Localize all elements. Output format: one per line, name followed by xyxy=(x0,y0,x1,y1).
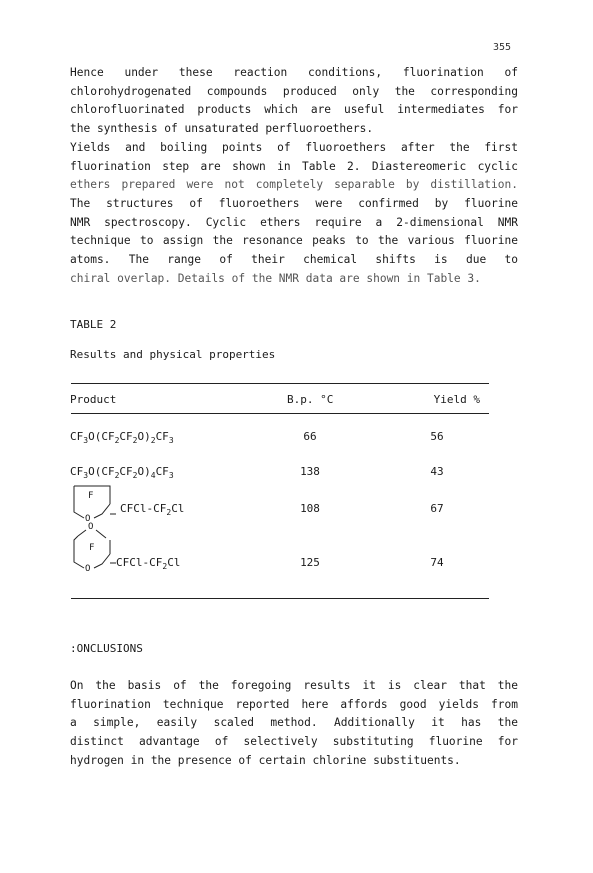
text-line: ethers prepared were not completely separable by distillation. xyxy=(70,178,518,192)
table-row-2-bp: 138 xyxy=(300,465,320,478)
table-row-3-yield: 67 xyxy=(430,502,444,515)
header-yield: Yield % xyxy=(433,393,480,406)
table-label: TABLE 2 xyxy=(70,318,117,331)
conclusions-paragraph xyxy=(70,677,518,771)
ring-atom-label: O xyxy=(88,522,94,532)
text-line: Hence under these reaction conditions, fluorination of xyxy=(70,66,518,79)
text-line: a simple, easily scaled method. Additionally it has the xyxy=(70,716,518,730)
table-row-3-bp: 108 xyxy=(300,502,320,515)
ring-atom-label: F xyxy=(88,491,94,501)
header-bp: B.p. °C xyxy=(287,393,334,406)
text-line: hydrogen in the presence of certain chlorine substituents. xyxy=(70,753,461,767)
table-row-4-bp: 125 xyxy=(300,556,320,569)
paragraph-1 xyxy=(70,64,518,139)
conclusions-heading: :ONCLUSIONS xyxy=(70,642,143,655)
table-bottom-rule xyxy=(71,598,489,599)
table-row-1-bp: 66 xyxy=(303,430,317,443)
text-line: Yields and boiling points of fluoroethers after the first xyxy=(70,141,518,154)
table-header-rule xyxy=(71,413,489,414)
table-row-4-substituent: CFCl-$CF_2Cl$ xyxy=(116,556,181,571)
text-line: The structures of fluoroethers were confirmed by fluorine xyxy=(70,197,518,210)
text-line: On the basis of the foregoing results it is clear that the xyxy=(70,679,518,692)
text-line: distinct advantage of selectively substituting fluorine for xyxy=(70,735,518,749)
ring-atom-label: F xyxy=(89,543,95,553)
header-product: Product xyxy=(70,393,117,406)
text-line: chiral overlap. Details of the NMR data are shown in Table 3. xyxy=(70,271,481,285)
table-row-2-product: $CF_3O(CF_2CF_2O)_4CF_3$ xyxy=(70,465,174,480)
paragraph-2 xyxy=(70,139,518,195)
text-line: atoms. The range of their chemical shifts is due to xyxy=(70,253,518,267)
text-line: technique to assign the resonance peaks to the various fluorine xyxy=(70,234,518,248)
table-row-1-product: $CF_3O(CF_2CF_2O)_2CF_3$ xyxy=(70,430,174,445)
text-line: fluorination step are shown in Table 2. Diastereomeric cyclic xyxy=(70,159,518,173)
text-line: chlorohydrogenated compounds produced only the corresponding xyxy=(70,84,518,98)
text-line: chlorofluorinated products which are useful intermediates for xyxy=(70,103,518,117)
table-row-2-yield: 43 xyxy=(430,465,444,478)
page-number: 355 xyxy=(492,42,511,53)
table-row-1-yield: 56 xyxy=(430,430,444,443)
text-line: fluorination technique reported here affords good yields from xyxy=(70,697,518,711)
ring-atom-label: O xyxy=(85,514,91,524)
table-top-rule xyxy=(71,383,489,384)
paragraph-3 xyxy=(70,195,518,289)
text-line: the synthesis of unsaturated perfluoroethers. xyxy=(70,122,374,136)
ring-atom-label: O xyxy=(85,564,91,574)
table-row-3-substituent: CFCl-$CF_2Cl$ xyxy=(120,502,185,517)
table-row-4-yield: 74 xyxy=(430,556,444,569)
text-line: NMR spectroscopy. Cyclic ethers require a 2-dimensional NMR xyxy=(70,215,518,229)
table-caption: Results and physical properties xyxy=(70,348,276,361)
